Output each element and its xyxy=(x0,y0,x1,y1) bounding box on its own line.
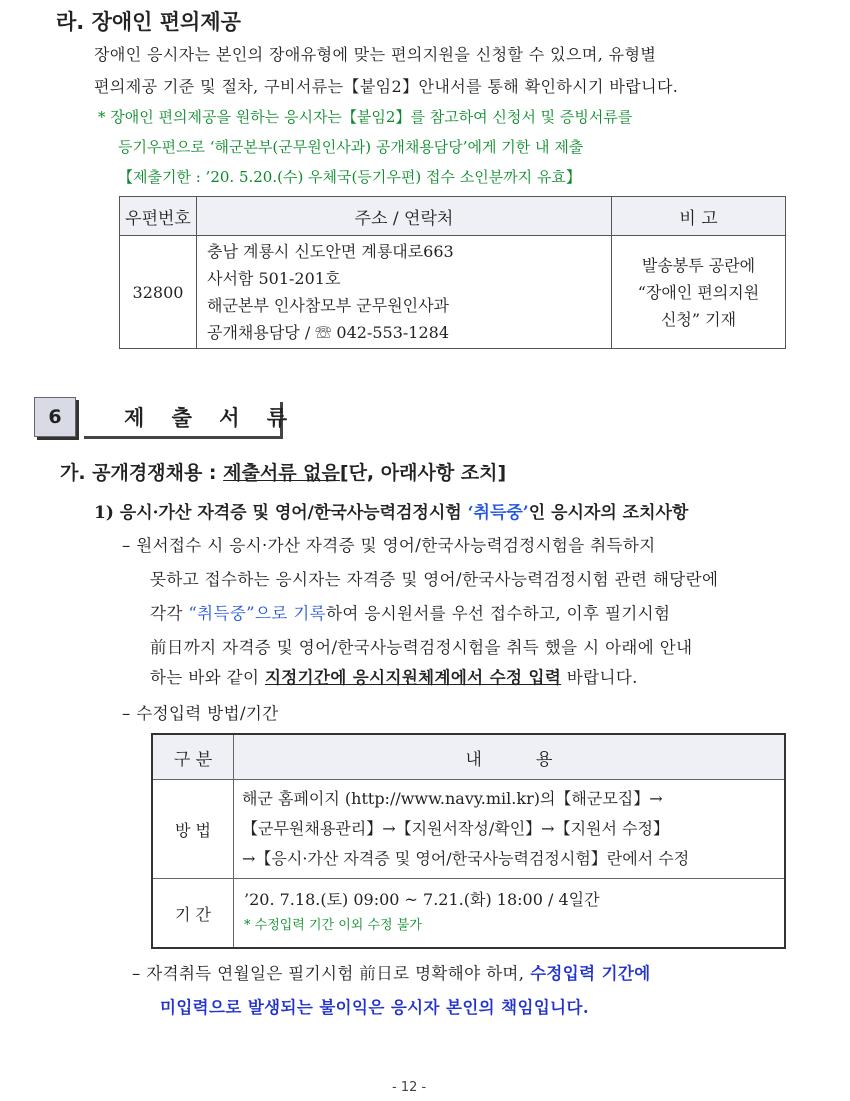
remark-cell xyxy=(612,236,786,349)
text: – 자격취득 연월일은 필기시험 前日로 명확해야 하며, xyxy=(132,964,531,983)
period-note: * 수정입력 기간 이외 수정 불가 xyxy=(244,918,422,933)
item-1 xyxy=(94,498,688,523)
heading-underlined: 제출서류 없음 xyxy=(223,462,340,484)
section-number-badge: 6 xyxy=(34,397,76,437)
text: 각각 xyxy=(150,604,189,623)
note-line: * 장애인 편의제공을 원하는 응시자는【붙임2】를 참고하여 신청서 및 증빙서류를 xyxy=(98,108,633,126)
period-cell xyxy=(234,879,786,949)
edit-method-table xyxy=(151,733,786,949)
dash-line xyxy=(150,600,670,624)
item-prefix: 1) 응시·가산 자격증 및 영어/한국사능력검정시험 xyxy=(94,503,468,523)
dash-line-emphasis: 미입력으로 발생되는 불이익은 응시자 본인의 책임입니다. xyxy=(160,998,590,1017)
dash-line: 前日까지 자격증 및 영어/한국사능력검정시험을 취득 했을 시 아래에 안내 xyxy=(150,638,693,657)
text: 바랍니다. xyxy=(561,668,638,687)
dash-line xyxy=(150,664,638,688)
remark-line: 신청” 기재 xyxy=(660,309,737,329)
header-content: 내 용 xyxy=(234,734,786,780)
deadline-note: 【제출기한 : ’20. 5.20.(수) 우체국(등기우편) 접수 소인분까지 유효】 xyxy=(118,168,581,186)
section-heading-ra: 라. 장애인 편의제공 xyxy=(56,10,241,34)
header-postal: 우편번호 xyxy=(120,197,197,236)
header-category: 구 분 xyxy=(152,734,234,780)
page-number: - 12 - xyxy=(392,1080,427,1095)
dash-line xyxy=(132,960,651,984)
method-line: →【응시·가산 자격증 및 영어/한국사능력검정시험】란에서 수정 xyxy=(242,849,690,868)
remark-line: 발송봉투 공란에 xyxy=(641,255,756,275)
period-line: ’20. 7.18.(토) 09:00 ~ 7.21.(화) 18:00 / 4일간 xyxy=(244,890,600,909)
item-highlight: ‘취득중’ xyxy=(467,503,529,523)
method-line: 【군무원채용관리】→【지원서작성/확인】→【지원서 수정】 xyxy=(242,819,669,838)
address-line: 공개채용담당 / ☏ 042-553-1284 xyxy=(207,323,449,342)
dash-line: 못하고 접수하는 응시자는 자격증 및 영어/한국사능력검정시험 관련 해당란에 xyxy=(150,570,719,589)
heading-prefix: 가. 공개경쟁채용 : xyxy=(60,462,224,484)
paragraph-line: 편의제공 기준 및 절차, 구비서류는【붙임2】안내서를 통해 확인하시기 바랍니다. xyxy=(94,77,679,96)
address-line: 사서함 501-201호 xyxy=(207,269,341,288)
note-line: 등기우편으로 ‘해군본부(군무원인사과) 공개채용담당’에게 기한 내 제출 xyxy=(118,138,584,156)
remark-line: “장애인 편의지원 xyxy=(637,282,760,302)
header-remark: 비 고 xyxy=(612,197,786,236)
section-heading-ga xyxy=(60,458,506,485)
address-line: 충남 계룡시 신도안면 계룡대로663 xyxy=(207,242,454,261)
header-address: 주소 / 연락처 xyxy=(197,197,612,236)
postal-code: 32800 xyxy=(120,236,197,349)
mail-info-table xyxy=(119,196,786,349)
text: 하여 응시원서를 우선 접수하고, 이후 필기시험 xyxy=(326,604,671,623)
row-label-period: 기 간 xyxy=(152,879,234,949)
row-label-method: 방 법 xyxy=(152,780,234,879)
emphasized-text: 지정기간에 응시지원체계에서 수정 입력 xyxy=(264,668,562,687)
paragraph-line: 장애인 응시자는 본인의 장애유형에 맞는 편의지원을 신청할 수 있으며, 유형별 xyxy=(94,45,657,64)
method-line: 해군 홈페이지 (http://www.navy.mil.kr)의【해군모집】→ xyxy=(242,789,663,808)
highlight-text: 수정입력 기간에 xyxy=(530,964,651,983)
section-title: 제 출 서 류 xyxy=(124,406,298,430)
address-cell xyxy=(197,236,612,349)
dash-line: – 원서접수 시 응시·가산 자격증 및 영어/한국사능력검정시험을 취득하지 xyxy=(122,536,656,555)
heading-suffix: [단, 아래사항 조치] xyxy=(339,462,507,484)
dash-line: – 수정입력 방법/기간 xyxy=(122,704,279,723)
item-suffix: 인 응시자의 조치사항 xyxy=(528,503,689,523)
highlight-text: “취득중”으로 기록 xyxy=(188,604,327,623)
text: 하는 바와 같이 xyxy=(150,668,265,687)
method-cell xyxy=(234,780,786,879)
address-line: 해군본부 인사참모부 군무원인사과 xyxy=(207,296,450,315)
